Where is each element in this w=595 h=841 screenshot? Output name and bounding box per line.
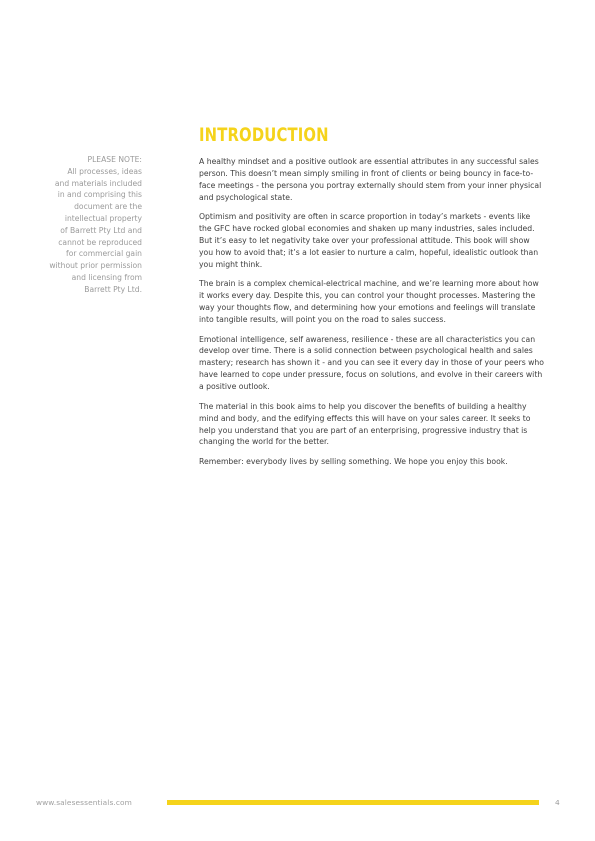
- copyright-note: [36, 154, 142, 296]
- page-number: 4: [555, 798, 560, 807]
- note-line: of Barrett Pty Ltd and: [60, 225, 142, 235]
- body-paragraph: Emotional intelligence, self awareness, resilience - these are all characteristics you can develop over time. There is a solid connection between psychological health and sales mastery; research has shown it - and you can see it every day in those of your peers who have learned to cope under pressure, focus on solutions, and evolve in their careers with a positive outlook.: [199, 334, 545, 392]
- body-paragraph: A healthy mindset and a positive outlook are essential attributes in any successful sales person. This doesn’t mean simply smiling in front of clients or being bouncy in face-to-face meetings - the persona you portray externally should stem from your inner physical and psychological state.: [199, 157, 542, 202]
- note-line: intellectual property: [64, 213, 142, 223]
- note-line: without prior permission: [49, 261, 142, 271]
- footer-website-link[interactable]: www.salesessentials.com: [36, 798, 132, 807]
- footer-accent-bar: [167, 800, 539, 805]
- note-line: All processes, ideas: [67, 166, 142, 176]
- body-paragraph: Remember: everybody lives by selling something. We hope you enjoy this book.: [199, 456, 508, 466]
- note-line: document are the: [74, 202, 142, 212]
- note-line: and licensing from: [71, 272, 142, 282]
- note-line: PLEASE NOTE:: [87, 155, 142, 164]
- body-paragraph: Optimism and positivity are often in scarce proportion in today’s markets - events like the GFC have rocked global economies and shaken up many industries, sales included. But it’s easy to let negativity take over your professional attitude. This book will show you how to avoid that; it’s a lot easier to nurture a calm, hopeful, idealistic outlook than you might think.: [199, 212, 539, 269]
- note-line: in and comprising this: [57, 190, 142, 200]
- body-paragraph: The brain is a complex chemical-electrical machine, and we’re learning more about how it works every day. Despite this, you can control your thought processes. Mastering the way your thoughts flow, and determining how your emotions and feelings will translate into tangible results, will point you on the road to sales success.: [199, 279, 539, 325]
- note-line: cannot be reproduced: [58, 237, 142, 247]
- body-paragraph: The material in this book aims to help you discover the benefits of building a healthy mind and body, and the edifying effects this will have on your sales career. It seeks to help you understand that you are part of an enterprising, progressive industry that is changing the world for the better.: [199, 401, 531, 447]
- note-line: for commercial gain: [66, 249, 142, 259]
- note-line: and materials included: [54, 178, 142, 188]
- page-title: INTRODUCTION: [199, 124, 329, 146]
- body-text: [199, 156, 544, 475]
- note-line: Barrett Pty Ltd.: [84, 284, 142, 294]
